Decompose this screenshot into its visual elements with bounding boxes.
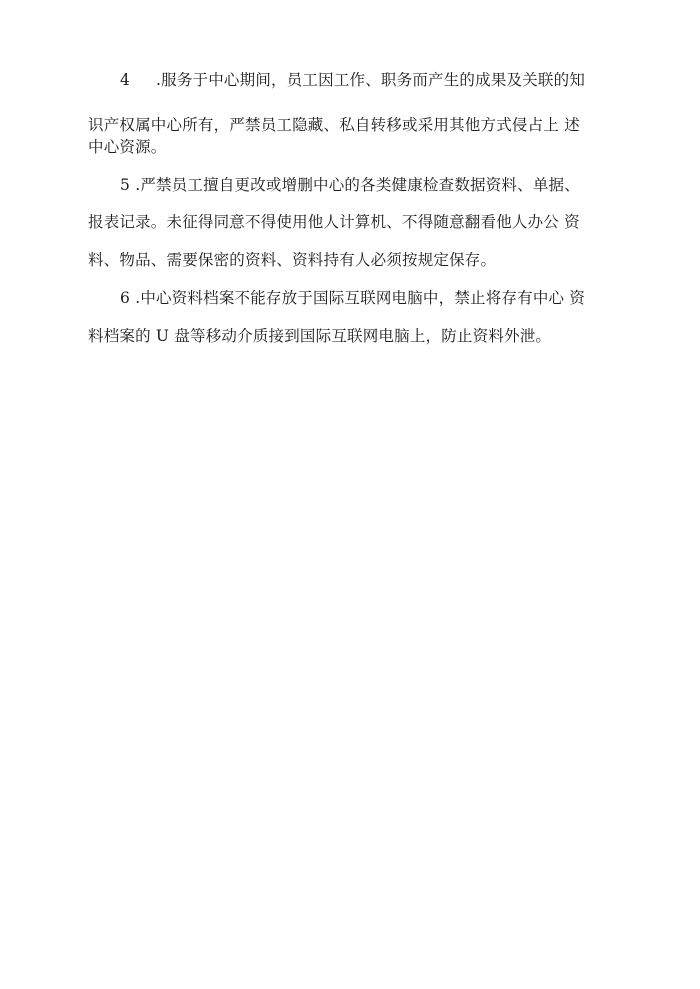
paragraph-4-line-3: 中心资源。 [88, 138, 167, 156]
paragraph-4-number: 4 [120, 71, 131, 89]
paragraph-5-line-3: 料、物品、需要保密的资料、资料持有人必须按规定保存。 [88, 251, 497, 269]
paragraph-6-line-1: 6 .中心资料档案不能存放于国际互联网电脑中，禁止将存有中心 资 [120, 289, 586, 307]
paragraph-4-line-2: 识产权属中心所有，严禁员工隐藏、私自转移或采用其他方式侵占上 述 [88, 116, 580, 134]
paragraph-6-line-2: 料档案的 U 盘等移动介质接到国际互联网电脑上，防止资料外泄。 [88, 327, 552, 345]
paragraph-5-line-1: 5 .严禁员工擅自更改或增删中心的各类健康检查数据资料、单据、 [120, 176, 580, 194]
paragraph-4-text-1: .服务于中心期间，员工因工作、职务而产生的成果及关联的知 [156, 71, 586, 89]
paragraph-4-line-1 [120, 70, 700, 90]
paragraph-5-line-2: 报表记录。未征得同意不得使用他人计算机、不得随意翻看他人办公 资 [88, 213, 580, 231]
